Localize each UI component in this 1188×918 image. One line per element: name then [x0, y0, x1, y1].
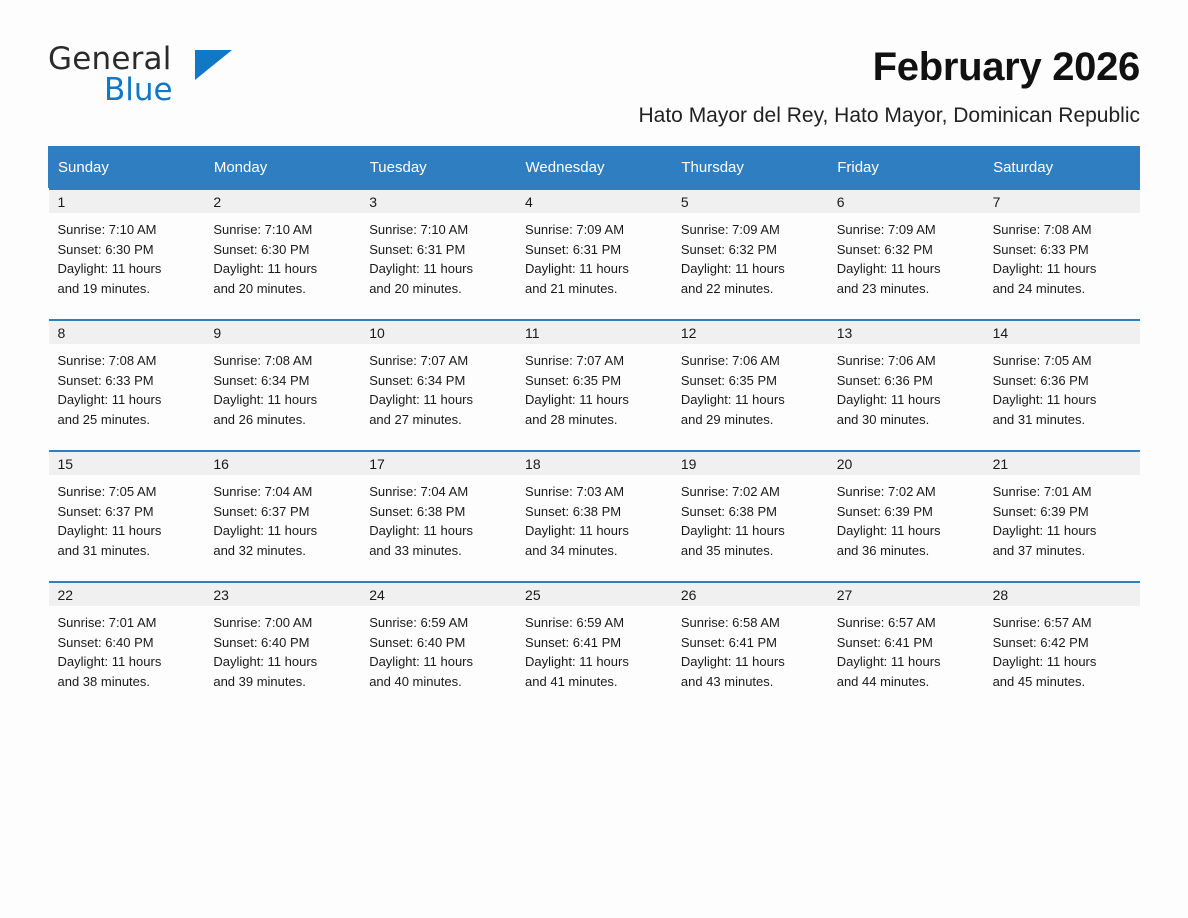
day-number: 20 [828, 452, 984, 475]
sunset-text: Sunset: 6:37 PM [213, 503, 310, 519]
day-details [516, 213, 672, 298]
calendar-cell[interactable] [204, 319, 360, 450]
day-details [360, 475, 516, 560]
daylight-text-line1: Daylight: 11 hours [836, 654, 941, 669]
day-details [828, 606, 984, 691]
daylight-text-line1: Daylight: 11 hours [836, 523, 941, 538]
sunrise-text: Sunrise: 7:08 AM [992, 222, 1092, 237]
day-number: 24 [360, 583, 516, 606]
day-details [984, 606, 1140, 691]
daylight-text-line1: Daylight: 11 hours [680, 523, 785, 538]
day-number: 25 [516, 583, 672, 606]
day-number: 19 [672, 452, 828, 475]
daylight-text-line2: and 35 minutes. [680, 542, 774, 558]
calendar-cell[interactable] [516, 319, 672, 450]
daylight-text-line2: and 27 minutes. [369, 411, 462, 427]
day-number: 4 [516, 190, 672, 213]
day-details [360, 213, 516, 298]
daylight-text-line2: and 38 minutes. [57, 673, 151, 689]
daylight-text-line2: and 20 minutes. [213, 280, 306, 296]
sunset-text: Sunset: 6:42 PM [992, 634, 1089, 650]
day-number: 7 [984, 190, 1140, 213]
sunset-text: Sunset: 6:40 PM [369, 634, 466, 650]
calendar-cell[interactable] [49, 319, 205, 450]
sunrise-text: Sunrise: 7:02 AM [680, 484, 780, 499]
sunrise-text: Sunrise: 7:02 AM [836, 484, 936, 499]
day-number: 22 [49, 583, 205, 606]
daylight-text-line2: and 31 minutes. [57, 542, 151, 558]
day-number: 5 [672, 190, 828, 213]
sunset-text: Sunset: 6:40 PM [57, 634, 154, 650]
day-details [984, 344, 1140, 429]
sunset-text: Sunset: 6:35 PM [525, 372, 622, 388]
calendar-week-row [49, 450, 1140, 581]
daylight-text-line1: Daylight: 11 hours [213, 654, 318, 669]
sunset-text: Sunset: 6:36 PM [992, 372, 1089, 388]
day-number: 16 [204, 452, 360, 475]
sunrise-text: Sunrise: 7:07 AM [369, 353, 469, 368]
logo-text-blue: Blue [104, 72, 173, 108]
calendar-cell[interactable] [49, 450, 205, 581]
calendar-cell[interactable] [828, 581, 984, 712]
daylight-text-line1: Daylight: 11 hours [680, 654, 785, 669]
day-details [984, 213, 1140, 298]
daylight-text-line2: and 45 minutes. [992, 673, 1086, 689]
sunrise-text: Sunrise: 7:00 AM [213, 615, 313, 630]
calendar-cell[interactable] [828, 188, 984, 320]
sunset-text: Sunset: 6:30 PM [57, 241, 154, 257]
daylight-text-line1: Daylight: 11 hours [680, 261, 785, 276]
calendar-body [49, 188, 1140, 713]
calendar-cell[interactable] [204, 188, 360, 320]
daylight-text-line1: Daylight: 11 hours [369, 654, 474, 669]
daylight-text-line1: Daylight: 11 hours [213, 523, 318, 538]
daylight-text-line1: Daylight: 11 hours [525, 261, 629, 276]
sunset-text: Sunset: 6:39 PM [836, 503, 933, 519]
day-details [360, 606, 516, 691]
day-number: 14 [984, 321, 1140, 344]
calendar-cell[interactable] [516, 450, 672, 581]
daylight-text-line2: and 22 minutes. [680, 280, 774, 296]
daylight-text-line1: Daylight: 11 hours [525, 654, 629, 669]
sunrise-text: Sunrise: 7:09 AM [836, 222, 936, 237]
sunset-text: Sunset: 6:38 PM [369, 503, 466, 519]
calendar-cell[interactable] [49, 581, 205, 712]
sunset-text: Sunset: 6:38 PM [680, 503, 777, 519]
calendar-cell[interactable] [204, 450, 360, 581]
daylight-text-line1: Daylight: 11 hours [836, 261, 941, 276]
sunrise-text: Sunrise: 7:04 AM [213, 484, 313, 499]
day-details [204, 344, 360, 429]
sunrise-text: Sunrise: 7:09 AM [525, 222, 625, 237]
calendar-cell[interactable] [516, 188, 672, 320]
daylight-text-line2: and 23 minutes. [836, 280, 930, 296]
calendar-cell[interactable] [360, 581, 516, 712]
daylight-text-line1: Daylight: 11 hours [57, 523, 162, 538]
blue-triangle-icon [195, 50, 232, 80]
day-number: 21 [984, 452, 1140, 475]
daylight-text-line2: and 28 minutes. [525, 411, 618, 427]
calendar-cell[interactable] [672, 319, 828, 450]
page-title: February 2026 [872, 45, 1140, 89]
day-details [204, 213, 360, 298]
calendar-cell[interactable] [672, 450, 828, 581]
day-number: 2 [204, 190, 360, 213]
sunrise-text: Sunrise: 7:08 AM [213, 353, 313, 368]
day-details [360, 344, 516, 429]
sunset-text: Sunset: 6:33 PM [57, 372, 154, 388]
sunset-text: Sunset: 6:38 PM [525, 503, 622, 519]
daylight-text-line1: Daylight: 11 hours [525, 523, 629, 538]
daylight-text-line2: and 31 minutes. [992, 411, 1086, 427]
daylight-text-line1: Daylight: 11 hours [992, 654, 1097, 669]
calendar-cell[interactable] [204, 581, 360, 712]
calendar-cell[interactable] [984, 188, 1140, 320]
sunset-text: Sunset: 6:30 PM [213, 241, 310, 257]
day-number: 9 [204, 321, 360, 344]
calendar-week-row [49, 188, 1140, 320]
sunrise-text: Sunrise: 7:05 AM [992, 353, 1092, 368]
sunset-text: Sunset: 6:39 PM [992, 503, 1089, 519]
day-details [49, 344, 205, 429]
day-number: 13 [828, 321, 984, 344]
day-details [828, 344, 984, 429]
sunset-text: Sunset: 6:37 PM [57, 503, 154, 519]
day-number: 8 [49, 321, 205, 344]
calendar-cell[interactable] [828, 319, 984, 450]
sunset-text: Sunset: 6:36 PM [836, 372, 933, 388]
daylight-text-line1: Daylight: 11 hours [213, 392, 318, 407]
daylight-text-line2: and 32 minutes. [213, 542, 306, 558]
calendar-week-row [49, 581, 1140, 712]
sunset-text: Sunset: 6:33 PM [992, 241, 1089, 257]
daylight-text-line2: and 21 minutes. [525, 280, 618, 296]
daylight-text-line1: Daylight: 11 hours [992, 523, 1097, 538]
sunrise-text: Sunrise: 7:01 AM [992, 484, 1092, 499]
sunrise-text: Sunrise: 6:59 AM [525, 615, 625, 630]
weekday-header-sunday: Sunday [49, 147, 205, 188]
calendar-cell[interactable] [984, 450, 1140, 581]
sunrise-text: Sunrise: 6:57 AM [992, 615, 1092, 630]
daylight-text-line2: and 37 minutes. [992, 542, 1086, 558]
calendar-cell[interactable] [672, 581, 828, 712]
day-number: 27 [828, 583, 984, 606]
daylight-text-line2: and 36 minutes. [836, 542, 930, 558]
sunset-text: Sunset: 6:31 PM [369, 241, 466, 257]
sunrise-text: Sunrise: 7:03 AM [525, 484, 625, 499]
sunset-text: Sunset: 6:41 PM [680, 634, 777, 650]
daylight-text-line2: and 33 minutes. [369, 542, 462, 558]
day-details [49, 475, 205, 560]
day-number: 17 [360, 452, 516, 475]
daylight-text-line1: Daylight: 11 hours [680, 392, 785, 407]
daylight-text-line1: Daylight: 11 hours [369, 392, 474, 407]
logo-text-general: General [48, 41, 172, 77]
sunrise-text: Sunrise: 6:57 AM [836, 615, 936, 630]
daylight-text-line1: Daylight: 11 hours [525, 392, 629, 407]
daylight-text-line2: and 20 minutes. [369, 280, 462, 296]
daylight-text-line2: and 25 minutes. [57, 411, 151, 427]
sunrise-text: Sunrise: 7:04 AM [369, 484, 469, 499]
weekday-header-row [49, 147, 1140, 188]
day-number: 1 [49, 190, 205, 213]
location-subtitle: Hato Mayor del Rey, Hato Mayor, Dominican Republic [638, 104, 1140, 127]
daylight-text-line1: Daylight: 11 hours [836, 392, 941, 407]
daylight-text-line1: Daylight: 11 hours [369, 523, 474, 538]
daylight-text-line2: and 43 minutes. [680, 673, 774, 689]
daylight-text-line2: and 24 minutes. [992, 280, 1086, 296]
weekday-header-monday: Monday [204, 147, 360, 188]
day-details [828, 213, 984, 298]
daylight-text-line2: and 34 minutes. [525, 542, 618, 558]
sunset-text: Sunset: 6:41 PM [836, 634, 933, 650]
day-details [516, 475, 672, 560]
daylight-text-line1: Daylight: 11 hours [57, 392, 162, 407]
day-details [672, 475, 828, 560]
general-blue-logo[interactable] [48, 41, 248, 110]
day-details [49, 606, 205, 691]
sunrise-text: Sunrise: 7:10 AM [57, 222, 157, 237]
calendar-cell[interactable] [828, 450, 984, 581]
calendar-cell[interactable] [360, 188, 516, 320]
title-block [639, 44, 1141, 128]
day-details [204, 475, 360, 560]
day-details [828, 475, 984, 560]
calendar-cell[interactable] [672, 188, 828, 320]
weekday-header-friday: Friday [828, 147, 984, 188]
calendar-cell[interactable] [984, 319, 1140, 450]
sunrise-text: Sunrise: 7:08 AM [57, 353, 157, 368]
calendar-cell[interactable] [984, 581, 1140, 712]
calendar-cell[interactable] [360, 319, 516, 450]
sunset-text: Sunset: 6:34 PM [213, 372, 310, 388]
daylight-text-line1: Daylight: 11 hours [57, 654, 162, 669]
day-number: 28 [984, 583, 1140, 606]
sunset-text: Sunset: 6:31 PM [525, 241, 622, 257]
sunrise-text: Sunrise: 7:10 AM [213, 222, 313, 237]
sunset-text: Sunset: 6:32 PM [836, 241, 933, 257]
daylight-text-line1: Daylight: 11 hours [213, 261, 318, 276]
sunset-text: Sunset: 6:40 PM [213, 634, 310, 650]
sunrise-text: Sunrise: 7:07 AM [525, 353, 625, 368]
day-number: 15 [49, 452, 205, 475]
daylight-text-line2: and 29 minutes. [680, 411, 774, 427]
sunset-text: Sunset: 6:35 PM [680, 372, 777, 388]
weekday-header-tuesday: Tuesday [360, 147, 516, 188]
daylight-text-line2: and 30 minutes. [836, 411, 930, 427]
daylight-text-line2: and 44 minutes. [836, 673, 930, 689]
daylight-text-line1: Daylight: 11 hours [369, 261, 474, 276]
day-number: 3 [360, 190, 516, 213]
sunrise-text: Sunrise: 7:01 AM [57, 615, 157, 630]
day-details [516, 606, 672, 691]
day-number: 12 [672, 321, 828, 344]
page-header [48, 0, 1140, 127]
day-number: 23 [204, 583, 360, 606]
day-details [672, 606, 828, 691]
daylight-text-line1: Daylight: 11 hours [992, 392, 1097, 407]
daylight-text-line2: and 39 minutes. [213, 673, 306, 689]
day-details [49, 213, 205, 298]
sunrise-text: Sunrise: 6:59 AM [369, 615, 469, 630]
sunrise-text: Sunrise: 7:10 AM [369, 222, 469, 237]
calendar-cell[interactable] [360, 450, 516, 581]
sunrise-text: Sunrise: 7:06 AM [680, 353, 780, 368]
weekday-header-saturday: Saturday [984, 147, 1140, 188]
sunrise-text: Sunrise: 7:06 AM [836, 353, 936, 368]
daylight-text-line2: and 41 minutes. [525, 673, 618, 689]
daylight-text-line2: and 19 minutes. [57, 280, 151, 296]
sunset-text: Sunset: 6:32 PM [680, 241, 777, 257]
daylight-text-line1: Daylight: 11 hours [992, 261, 1097, 276]
sunset-text: Sunset: 6:34 PM [369, 372, 466, 388]
calendar-cell[interactable] [516, 581, 672, 712]
day-number: 26 [672, 583, 828, 606]
daylight-text-line1: Daylight: 11 hours [57, 261, 162, 276]
day-details [204, 606, 360, 691]
calendar-week-row [49, 319, 1140, 450]
day-number: 10 [360, 321, 516, 344]
sunrise-text: Sunrise: 7:05 AM [57, 484, 157, 499]
daylight-text-line2: and 26 minutes. [213, 411, 306, 427]
weekday-header-thursday: Thursday [672, 147, 828, 188]
sunrise-sunset-calendar [48, 146, 1140, 712]
sunrise-text: Sunrise: 7:09 AM [680, 222, 780, 237]
weekday-header-wednesday: Wednesday [516, 147, 672, 188]
sunset-text: Sunset: 6:41 PM [525, 634, 622, 650]
day-number: 11 [516, 321, 672, 344]
day-number: 6 [828, 190, 984, 213]
day-details [516, 344, 672, 429]
day-number: 18 [516, 452, 672, 475]
daylight-text-line2: and 40 minutes. [369, 673, 462, 689]
day-details [672, 344, 828, 429]
day-details [672, 213, 828, 298]
sunrise-text: Sunrise: 6:58 AM [680, 615, 780, 630]
day-details [984, 475, 1140, 560]
calendar-cell[interactable] [49, 188, 205, 320]
